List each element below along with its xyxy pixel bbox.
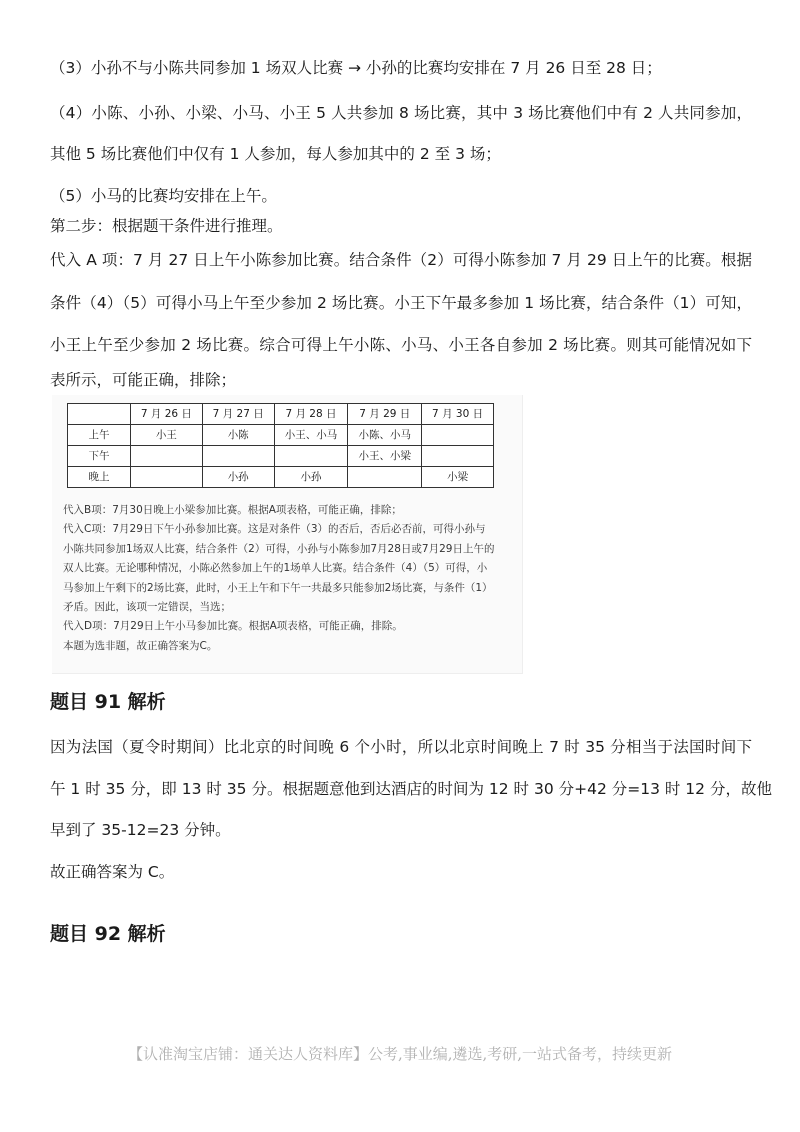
table-header-cell: 7 月 26 日	[131, 404, 203, 425]
table-cell: 小孙	[274, 467, 348, 488]
q91-answer: 故正确答案为 C。	[50, 863, 175, 881]
note-line: 代入B项：7月30日晚上小梁参加比赛。根据A项表格，可能正确，排除；	[63, 504, 402, 516]
table-cell: 小梁	[422, 467, 494, 488]
table-cell	[131, 446, 203, 467]
condition-4-line-1: （4）小陈、小孙、小梁、小马、小王 5 人共参加 8 场比赛，其中 3 场比赛他们中有 2 人共同参加，	[50, 104, 752, 122]
note-line: 小陈共同参加1场双人比赛，结合条件（2）可得，小孙与小陈参加7月28日或7月29日上午的	[63, 542, 495, 555]
option-a-line-4: 表所示，可能正确，排除；	[50, 371, 237, 389]
table-cell: 小陈、小马	[348, 425, 422, 446]
table-cell: 小陈	[202, 425, 274, 446]
table-row	[68, 446, 494, 467]
table-cell	[422, 425, 494, 446]
table-header-cell: 7 月 29 日	[348, 404, 422, 425]
table-cell	[131, 467, 203, 488]
table-header-cell: 7 月 30 日	[422, 404, 494, 425]
note-line: 本题为选非题，故正确答案为C。	[63, 639, 218, 652]
row-label: 下午	[68, 446, 131, 467]
q91-heading: 题目 91 解析	[50, 691, 166, 713]
option-a-line-1: 代入 A 项：7 月 27 日上午小陈参加比赛。结合条件（2）可得小陈参加 7 月 29 日上午的比赛。根据	[50, 251, 752, 269]
option-a-line-2: 条件（4）（5）可得小马上午至少参加 2 场比赛。小王下午最多参加 1 场比赛，结合条件（1）可知，	[50, 294, 752, 312]
option-a-line-3: 小王上午至少参加 2 场比赛。综合可得上午小陈、小马、小王各自参加 2 场比赛。则其可能情况如下	[50, 336, 752, 354]
table-header-cell: 7 月 27 日	[202, 404, 274, 425]
note-line: 马参加上午剩下的2场比赛，此时，小王上午和下午一共最多只能参加2场比赛，与条件（1）	[63, 581, 493, 594]
row-label: 上午	[68, 425, 131, 446]
table-cell	[274, 446, 348, 467]
condition-3: （3）小孙不与小陈共同参加 1 场双人比赛 → 小孙的比赛均安排在 7 月 26 日至 28 日；	[50, 59, 662, 77]
table-cell	[202, 446, 274, 467]
q91-line-2: 午 1 时 35 分，即 13 时 35 分。根据题意他到达酒店的时间为 12 时 30 分+42 分=13 时 12 分，故他	[50, 780, 772, 798]
table-cell	[68, 404, 131, 425]
footer-watermark: 【认准淘宝店铺：通关达人资料库】公考,事业编,遴选,考研,一站式备考，持续更新	[127, 1045, 673, 1063]
table-cell: 小王	[131, 425, 203, 446]
table-cell	[348, 467, 422, 488]
table-cell	[422, 446, 494, 467]
table-row	[68, 425, 494, 446]
schedule-table	[67, 403, 494, 488]
table-header-cell: 7 月 28 日	[274, 404, 348, 425]
q91-line-1: 因为法国（夏令时期间）比北京的时间晚 6 个小时，所以北京时间晚上 7 时 35 分相当于法国时间下	[50, 738, 752, 756]
note-line: 双人比赛。无论哪种情况，小陈必然参加上午的1场单人比赛。结合条件（4）（5）可得，小	[63, 562, 488, 575]
note-line: 代入D项：7月29日上午小马参加比赛。根据A项表格，可能正确，排除。	[63, 620, 403, 633]
table-cell: 小王、小梁	[348, 446, 422, 467]
condition-4-line-2: 其他 5 场比赛他们中仅有 1 人参加，每人参加其中的 2 至 3 场；	[50, 145, 501, 163]
table-cell: 小孙	[202, 467, 274, 488]
table-row	[68, 467, 494, 488]
embedded-screenshot	[52, 395, 523, 674]
q91-line-3: 早到了 35-12=23 分钟。	[50, 821, 231, 839]
condition-5: （5）小马的比赛均安排在上午。	[50, 187, 277, 205]
q92-heading: 题目 92 解析	[50, 923, 166, 945]
row-label: 晚上	[68, 467, 131, 488]
table-cell: 小王、小马	[274, 425, 348, 446]
step-2: 第二步：根据题干条件进行推理。	[50, 217, 283, 235]
note-line: 代入C项：7月29日下午小孙参加比赛。这是对条件（3）的否后，否后必否前，可得小孙与	[63, 523, 486, 536]
embedded-notes	[63, 501, 518, 656]
table-header-row	[68, 404, 494, 425]
note-line: 矛盾。因此，该项一定错误，当选；	[63, 601, 231, 614]
